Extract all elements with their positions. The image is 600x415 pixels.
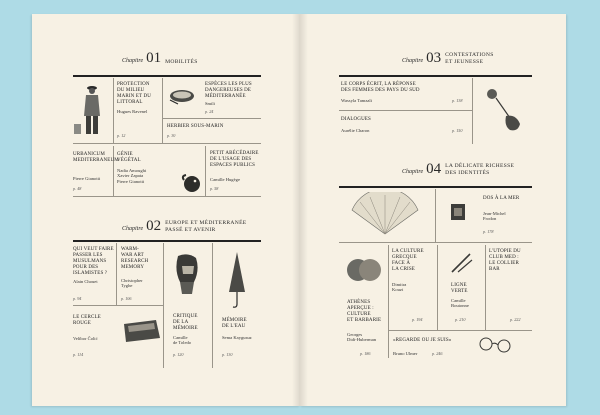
article-author: Christopher Tyghe (121, 278, 143, 289)
fan-illustration (350, 192, 420, 238)
chapter-word: Chapitre (402, 169, 424, 175)
article-authors: Nadia Amoughi Xavier Zapata Pierre Gianotti (117, 168, 147, 184)
article-title: PROTECTION DU MILIEU MARIN ET DU LITTORAL (117, 82, 152, 105)
chapter-01-rule (73, 75, 261, 77)
article-title: «REGARDE OU JE SUIS» (393, 338, 452, 343)
article-title: LIGNE VERTE (451, 283, 468, 294)
grid-line (388, 330, 532, 331)
book-gutter (292, 14, 308, 406)
article-page: p. 48 (73, 186, 82, 191)
grid-line (339, 242, 532, 243)
article-title: L'UTOPIE DU CLUB MED : LE COLLIER BAR (489, 249, 521, 272)
article-author: Camille Hugège (210, 177, 240, 182)
article-author: Velibor Čolić (73, 336, 98, 341)
article-title: DOS À LA MER (483, 196, 520, 201)
chapter-title: EUROPE ET MÉDITERRANÉE PASSÉ ET AVENIR (165, 220, 247, 233)
grid-line (388, 245, 389, 358)
two-faced-head-illustration (344, 250, 384, 290)
chapter-02-heading (122, 220, 247, 233)
grid-line (472, 78, 473, 144)
article-title: QUI VEUT FAIRE PASSER LES MUSULMANS POUR DES ISLAMISTES ? (73, 247, 114, 276)
grid-line (113, 78, 114, 143)
chapter-03-rule (339, 75, 532, 77)
chapter-title: CONTESTATIONS ET JEUNESSE (445, 52, 494, 65)
grid-line (116, 243, 117, 305)
article-author: Sema Kaygusuz (222, 335, 252, 340)
grid-line (162, 78, 163, 143)
grid-line (162, 118, 261, 119)
grid-line (435, 189, 436, 242)
glasses-illustration (476, 334, 516, 354)
chapter-number: 04 (426, 161, 442, 177)
chapter-01-heading (122, 52, 198, 65)
article-author: Aurélie Charon (341, 128, 370, 133)
article-page: p. 210 (455, 317, 466, 322)
grid-line (73, 143, 261, 144)
fish-tin-illustration (168, 86, 196, 106)
grid-line (339, 110, 472, 111)
chapter-04-heading (402, 163, 514, 176)
article-title: LE CERCLE ROUGE (73, 315, 101, 326)
article-page: p. 130 (222, 352, 233, 357)
grid-line (163, 243, 164, 368)
grid-line (73, 305, 163, 306)
article-page: p. 138 (452, 98, 463, 103)
article-title: HERBIER SOUS-MARIN (167, 124, 224, 129)
article-author: Dimitra Kouzi (392, 282, 407, 293)
chapter-word: Chapitre (122, 226, 144, 232)
article-page: p. 186 (360, 351, 371, 356)
left-page (32, 14, 300, 406)
article-page: p. 246 (432, 351, 443, 356)
article-page: p. 178 (483, 229, 494, 234)
article-author: Camille de Toledo (173, 335, 192, 346)
chapter-03-heading (402, 52, 494, 65)
scissors-illustration (448, 250, 474, 276)
article-title: ATHÈNES APERÇUE : CULTURE ET BARBARIE (347, 300, 382, 323)
article-title: PETIT ABÉCÉDAIRE DE L'USAGE DES ESPACES PUBLICS (210, 151, 259, 168)
chapter-02-rule (73, 240, 261, 242)
chapter-number: 03 (426, 50, 442, 66)
article-title: URBANICUM MEDITERRANEUM (73, 152, 119, 163)
article-title: ESPÈCES LES PLUS DANGEREUSES DE MÉDITERRANÉE (205, 82, 252, 99)
article-page: p. 114 (73, 352, 84, 357)
chapter-number: 02 (146, 218, 162, 234)
article-page: p. 194 (412, 317, 423, 322)
article-page: p. 24 (205, 109, 214, 114)
grid-line (437, 245, 438, 330)
article-title: CRITIQUE DE LA MÉMOIRE (173, 314, 198, 331)
chapter-04-rule (339, 186, 532, 188)
article-author: Wassyla Tamzali (341, 98, 372, 103)
camera-illustration (448, 200, 470, 224)
chapter-title: MOBILITÉS (165, 58, 198, 65)
article-author: Pierre Gianotti (73, 176, 101, 181)
article-author: Camille Boutonne (451, 298, 469, 309)
article-title: LA CULTURE GRECQUE FACE À LA CRISE (392, 249, 424, 272)
article-page: p. 106 (121, 296, 132, 301)
grid-line (73, 196, 261, 197)
umbrella-illustration (225, 250, 249, 310)
walking-man-illustration (70, 80, 110, 138)
article-title: DIALOGUES (341, 117, 371, 122)
parrot-illustration (180, 172, 202, 194)
article-title: MÉMOIRE DE L'EAU (222, 318, 247, 329)
helmet-illustration (170, 252, 206, 296)
grid-line (205, 146, 206, 196)
article-author: Jean-Michel Frodon (483, 211, 506, 222)
train-illustration (122, 318, 162, 344)
article-author: Smili (205, 101, 215, 106)
article-page: p. 222 (510, 317, 521, 322)
article-page: p. 12 (117, 133, 126, 138)
article-author: Alain Chouet (73, 279, 98, 284)
article-author: Hugues Ravenel (117, 109, 148, 114)
article-page: p. 150 (452, 128, 463, 133)
hand-illustration (482, 84, 524, 136)
chapter-number: 01 (146, 50, 162, 66)
article-page: p. 94 (73, 296, 82, 301)
article-title: LE CORPS ÉCRIT, LA RÉPONSE DES FEMMES DES PAYS DU SUD (341, 82, 420, 93)
grid-line (212, 243, 213, 368)
article-page: p. 30 (167, 133, 176, 138)
article-author: Georges Didi-Huberman (347, 332, 377, 343)
article-title: WARM- WAR ART RESEARCH MEMORY (121, 247, 149, 270)
article-page: p. 58 (210, 186, 219, 191)
chapter-word: Chapitre (402, 58, 424, 64)
article-author: Bruno Ulmer (393, 351, 418, 356)
article-title: GÉNIE VÉGÉTAL (117, 152, 141, 163)
right-page (300, 14, 566, 406)
chapter-word: Chapitre (122, 58, 144, 64)
grid-line (485, 245, 486, 330)
article-page: p. 120 (173, 352, 184, 357)
chapter-title: LA DÉLICATE RICHESSE DES IDENTITÉS (445, 163, 515, 176)
